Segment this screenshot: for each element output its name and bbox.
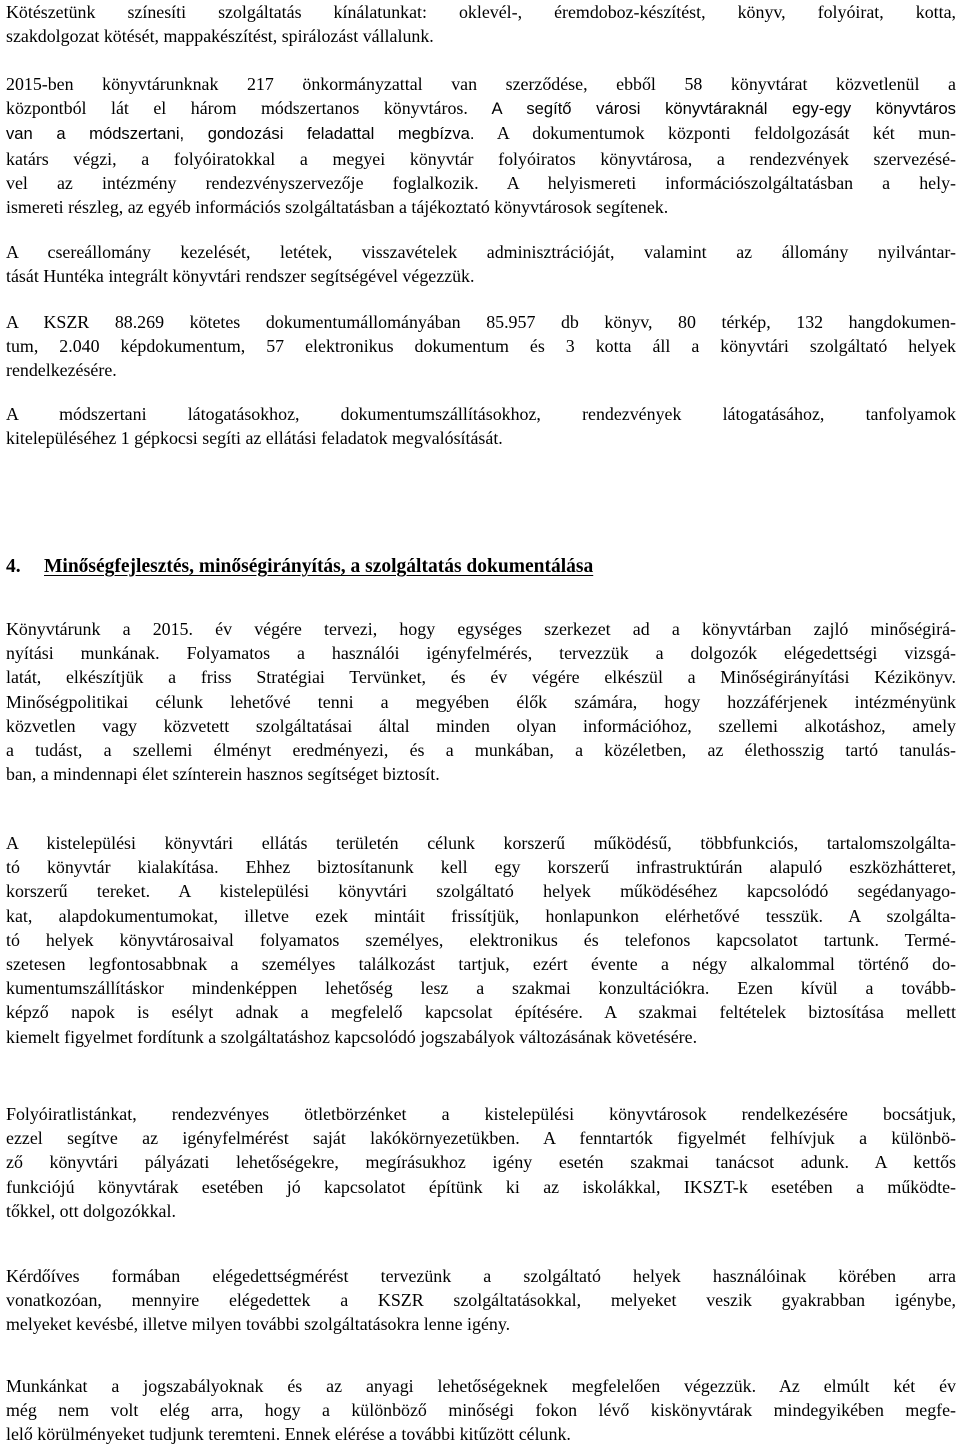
text-line: a tudást, a szellemi élményt eredményezi, és a munkában, a közéletben, az élethosszig tartó tanulás- [6, 740, 956, 761]
text-line: Minőségpolitikai célunk lehetővé tenni a megyében élők számára, hogy hozzáférjenek intézményünk [6, 691, 956, 712]
text-segment: A segítő városi könyvtáraknál egy-egy könyvtáros [467, 99, 956, 119]
paragraph-holdings [6, 310, 956, 383]
text-line: tó könyvtár kialakítása. Ehhez biztosítanunk kell egy korszerű infrastruktúrán alapuló eszközhátteret, [6, 857, 956, 878]
text-line: A csereállomány kezelését, letétek, visszavételek adminisztrációját, valamint az állomány nyilvántar- [6, 242, 956, 262]
paragraph-survey [6, 1264, 956, 1337]
text-line: rendelkezésére. [6, 360, 117, 381]
text-line: korszerű tereket. A kistelepülési könyvtári szolgáltató helyek működéséhez kapcsolódó segédanyago- [6, 881, 956, 902]
text-line: még nem volt elég arra, hogy a különböző minőségi fokon lévő kiskönyvtárak mindegyikében megfe- [6, 1400, 956, 1421]
text-line: melyeket kevésbé, illetve milyen további szolgáltatásokra lenne igény. [6, 1314, 511, 1335]
text-line: közvetlen vagy közvetett szolgáltatásai által minden olyan információhoz, szellemi alkotáshoz, amely [6, 715, 956, 736]
text-line: nyítási munkának. Folyamatos a használói igényfelmérés, tervezzük a dolgozók elégedettségi vizsgá- [6, 643, 956, 664]
text-line: Kérdőíves formában elégedettségmérést tervezünk a szolgáltató helyek használóinak körében arra [6, 1266, 956, 1286]
section-title: Minőségfejlesztés, minőségirányítás, a szolgáltatás dokumentálása [44, 556, 594, 577]
section-heading [6, 554, 956, 580]
text-line: katárs végzi, a folyóiratokkal a megyei könyvtár folyóiratos könyvtárosa, a rendezvények szervezésé- [6, 148, 956, 169]
text-line: funkciójú könyvtárak esetében jó kapcsolatot építünk ki az iskolákkal, IKSZT-k esetében a működte- [6, 1176, 956, 1197]
paragraph-conclusion [6, 1374, 956, 1447]
text-line: szetesen legfontosabbnak a személyes találkozást tartjuk, ezért évente a négy alkalommal történő do- [6, 954, 956, 975]
text-line: latát, elkészítjük a friss Stratégiai Tervünket, és év végére elkészül a Minőségirányítási Kézikönyv. [6, 667, 956, 688]
text-line: tőkkel, ott dolgozókkal. [6, 1200, 176, 1221]
text-line: ző könyvtári pályázati lehetőségekre, megírásukhoz igény esetén szakmai tanácsot adunk. A kettős [6, 1152, 956, 1173]
paragraph-small-settlements [6, 831, 956, 1049]
paragraph-vehicle [6, 402, 956, 450]
text-segment: központból lát el három módszertanos könyvtáros. [6, 98, 468, 119]
text-line: Könyvtárunk a 2015. év végére tervezi, hogy egységes szerkezet ad a könyvtárban zajló minőségirá- [6, 619, 956, 639]
text-line [6, 121, 956, 146]
text-line: lelő körülményeket tudjunk teremteni. Ennek elérése a további kitűzött célunk. [6, 1424, 571, 1445]
text-line: tását Huntéka integrált könyvtári rendszer segítségével végezzük. [6, 266, 475, 287]
text-line: 2015-ben könyvtárunknak 217 önkormányzattal van szerződése, ebből 58 könyvtárat közvetlenül a [6, 74, 956, 94]
text-line: tum, 2.040 képdokumentum, 57 elektronikus dokumentum és 3 kotta áll a könyvtári szolgáltató helyek [6, 336, 956, 357]
paragraph-network [6, 72, 956, 219]
text-line: kat, alapdokumentumokat, illetve ezek mintáit frissítjük, honlapunkon elérhetővé tesszük. A szolgálta- [6, 905, 956, 926]
text-line: ban, a mindennapi élet színterein hasznos segítséget biztosít. [6, 764, 440, 785]
paragraph-quality [6, 617, 956, 786]
text-line: szakdolgozat kötését, mappakészítést, spirálozást vállalunk. [6, 26, 434, 47]
text-line: A KSZR 88.269 kötetes dokumentumállományában 85.957 db könyv, 80 térkép, 132 hangdokumen- [6, 312, 956, 332]
text-line: Folyóiratlistánkat, rendezvényes ötletbörzénket a kistelepülési könyvtárosok rendelkezésére bocsátjuk, [6, 1104, 956, 1124]
text-line: ismereti részleg, az egyéb információs szolgáltatásban a tájékoztató könyvtárosok segítenek. [6, 197, 669, 218]
paragraph-periodicals [6, 1102, 956, 1223]
text-line: Kötészetünk színesíti szolgáltatás kínálatunkat: oklevél-, éremdoboz-készítést, könyv, folyóirat, kotta, [6, 2, 956, 22]
text-line: A módszertani látogatásokhoz, dokumentumszállításokhoz, rendezvények látogatásához, tanfolyamok [6, 404, 956, 424]
paragraph-circulation [6, 240, 956, 288]
text-line: ezzel segítve az igényfelmérést saját lakókörnyezetükben. A fenntartók figyelmét felhívjuk a különbö- [6, 1128, 956, 1149]
text-line: tó helyek könyvtárosaival folyamatos személyes, elektronikus és telefonos kapcsolatot tartunk. Termé- [6, 929, 956, 950]
text-line: kumentumszállításkor mindenképpen lehetőség lesz a szakmai konzultációkra. Ezen kívül a tovább- [6, 978, 956, 999]
section-number: 4. [6, 556, 21, 577]
text-line: vonatkozóan, mennyire elégedettek a KSZR szolgáltatásokkal, melyeket veszik gyakrabban igénybe, [6, 1290, 956, 1311]
text-line: Munkánkat a jogszabályoknak és az anyagi lehetőségeknek megfelelően végezzük. Az elmúlt két év [6, 1376, 956, 1396]
text-line: vel az intézmény rendezvényszervezője foglalkozik. A helyismereti információszolgáltatásban a hely- [6, 172, 956, 193]
text-segment: A dokumentumok központi feldolgozását két mun- [474, 123, 956, 144]
text-line: képző napok is esélyt adnak a megfelelő kapcsolat építésére. A szakmai feltételek biztosítása mellett [6, 1002, 956, 1023]
paragraph-bindery [6, 0, 956, 48]
text-line: kiemelt figyelmet fordítunk a szolgáltatáshoz kapcsolódó jogszabályok változásának követésére. [6, 1026, 698, 1047]
text-line: kitelepüléséhez 1 gépkocsi segíti az ellátási feladatok megvalósítását. [6, 428, 503, 449]
text-segment: van a módszertani, gondozási feladattal megbízva. [6, 124, 475, 144]
text-line: A kistelepülési könyvtári ellátás területén célunk korszerű működésű, többfunkciós, tartalomszolgálta- [6, 833, 956, 853]
text-line [6, 96, 956, 121]
